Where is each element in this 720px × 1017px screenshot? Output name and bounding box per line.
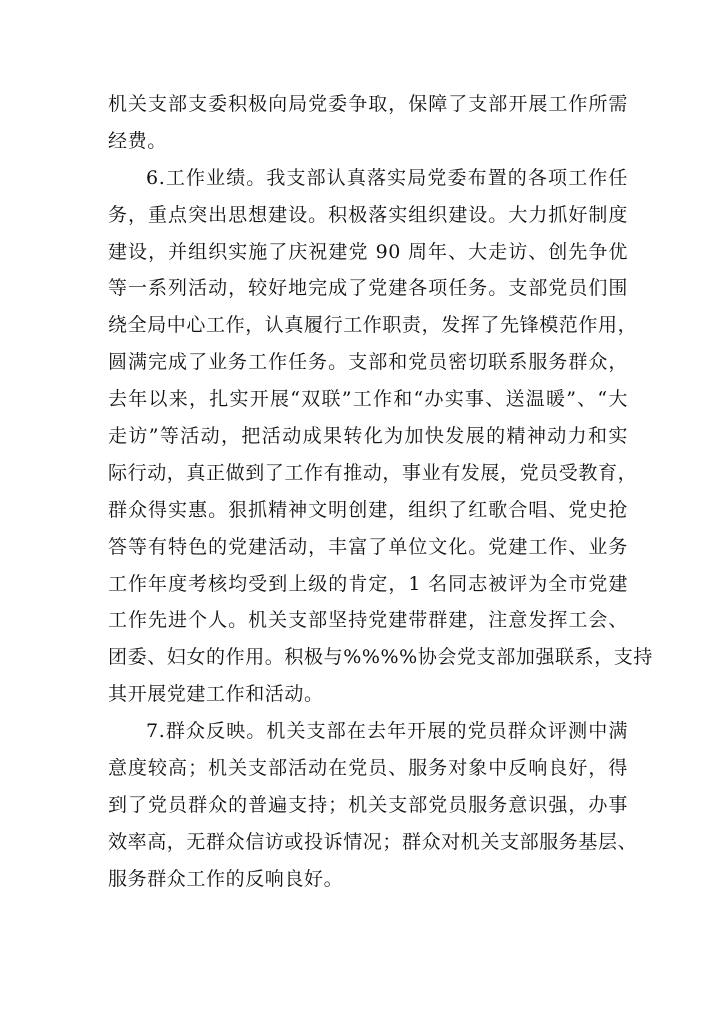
text-line: 走访”等活动，把活动成果转化为加快发展的精神动力和实 [108, 425, 628, 448]
text-line: 其开展党建工作和活动。 [108, 683, 324, 706]
text-line: 绕全局中心工作，认真履行工作职责，发挥了先锋模范作用， [108, 314, 638, 337]
document-body [108, 86, 654, 898]
text-line: 答等有特色的党建活动，丰富了单位文化。党建工作、业务 [108, 535, 628, 558]
text-line: 经费。 [108, 129, 167, 152]
text-line: 7.群众反映。机关支部在去年开展的党员群众评测中满 [146, 720, 628, 743]
text-line: 到了党员群众的普遍支持；机关支部党员服务意识强，办事 [108, 793, 628, 816]
text-line: 效率高，无群众信访或投诉情况；群众对机关支部服务基层、 [108, 830, 638, 853]
text-line: 等一系列活动，较好地完成了党建各项任务。支部党员们围 [108, 277, 628, 300]
text-line: 服务群众工作的反响良好。 [108, 867, 344, 890]
text-line: 6.工作业绩。我支部认真落实局党委布置的各项工作任 [146, 166, 628, 189]
text-line: 务，重点突出思想建设。积极落实组织建设。大力抓好制度 [108, 203, 628, 226]
text-line: 群众得实惠。狠抓精神文明创建，组织了红歌合唱、党史抢 [108, 498, 628, 521]
text-line: 际行动，真正做到了工作有推动，事业有发展，党员受教育， [108, 461, 638, 484]
text-line: 圆满完成了业务工作任务。支部和党员密切联系服务群众， [108, 351, 628, 374]
text-line: 建设，并组织实施了庆祝建党 90 周年、大走访、创先争优 [108, 240, 628, 263]
text-line: 意度较高；机关支部活动在党员、服务对象中反响良好，得 [108, 757, 628, 780]
text-line: 工作年度考核均受到上级的肯定，1 名同志被评为全市党建 [108, 572, 628, 595]
text-line: 工作先进个人。机关支部坚持党建带群建，注意发挥工会、 [108, 609, 628, 632]
text-line: 去年以来，扎实开展“双联”工作和“办实事、送温暖”、“大 [108, 388, 628, 411]
text-line: 机关支部支委积极向局党委争取，保障了支部开展工作所需 [108, 93, 628, 115]
text-line: 团委、妇女的作用。积极与%%%%协会党支部加强联系，支持 [108, 646, 654, 669]
